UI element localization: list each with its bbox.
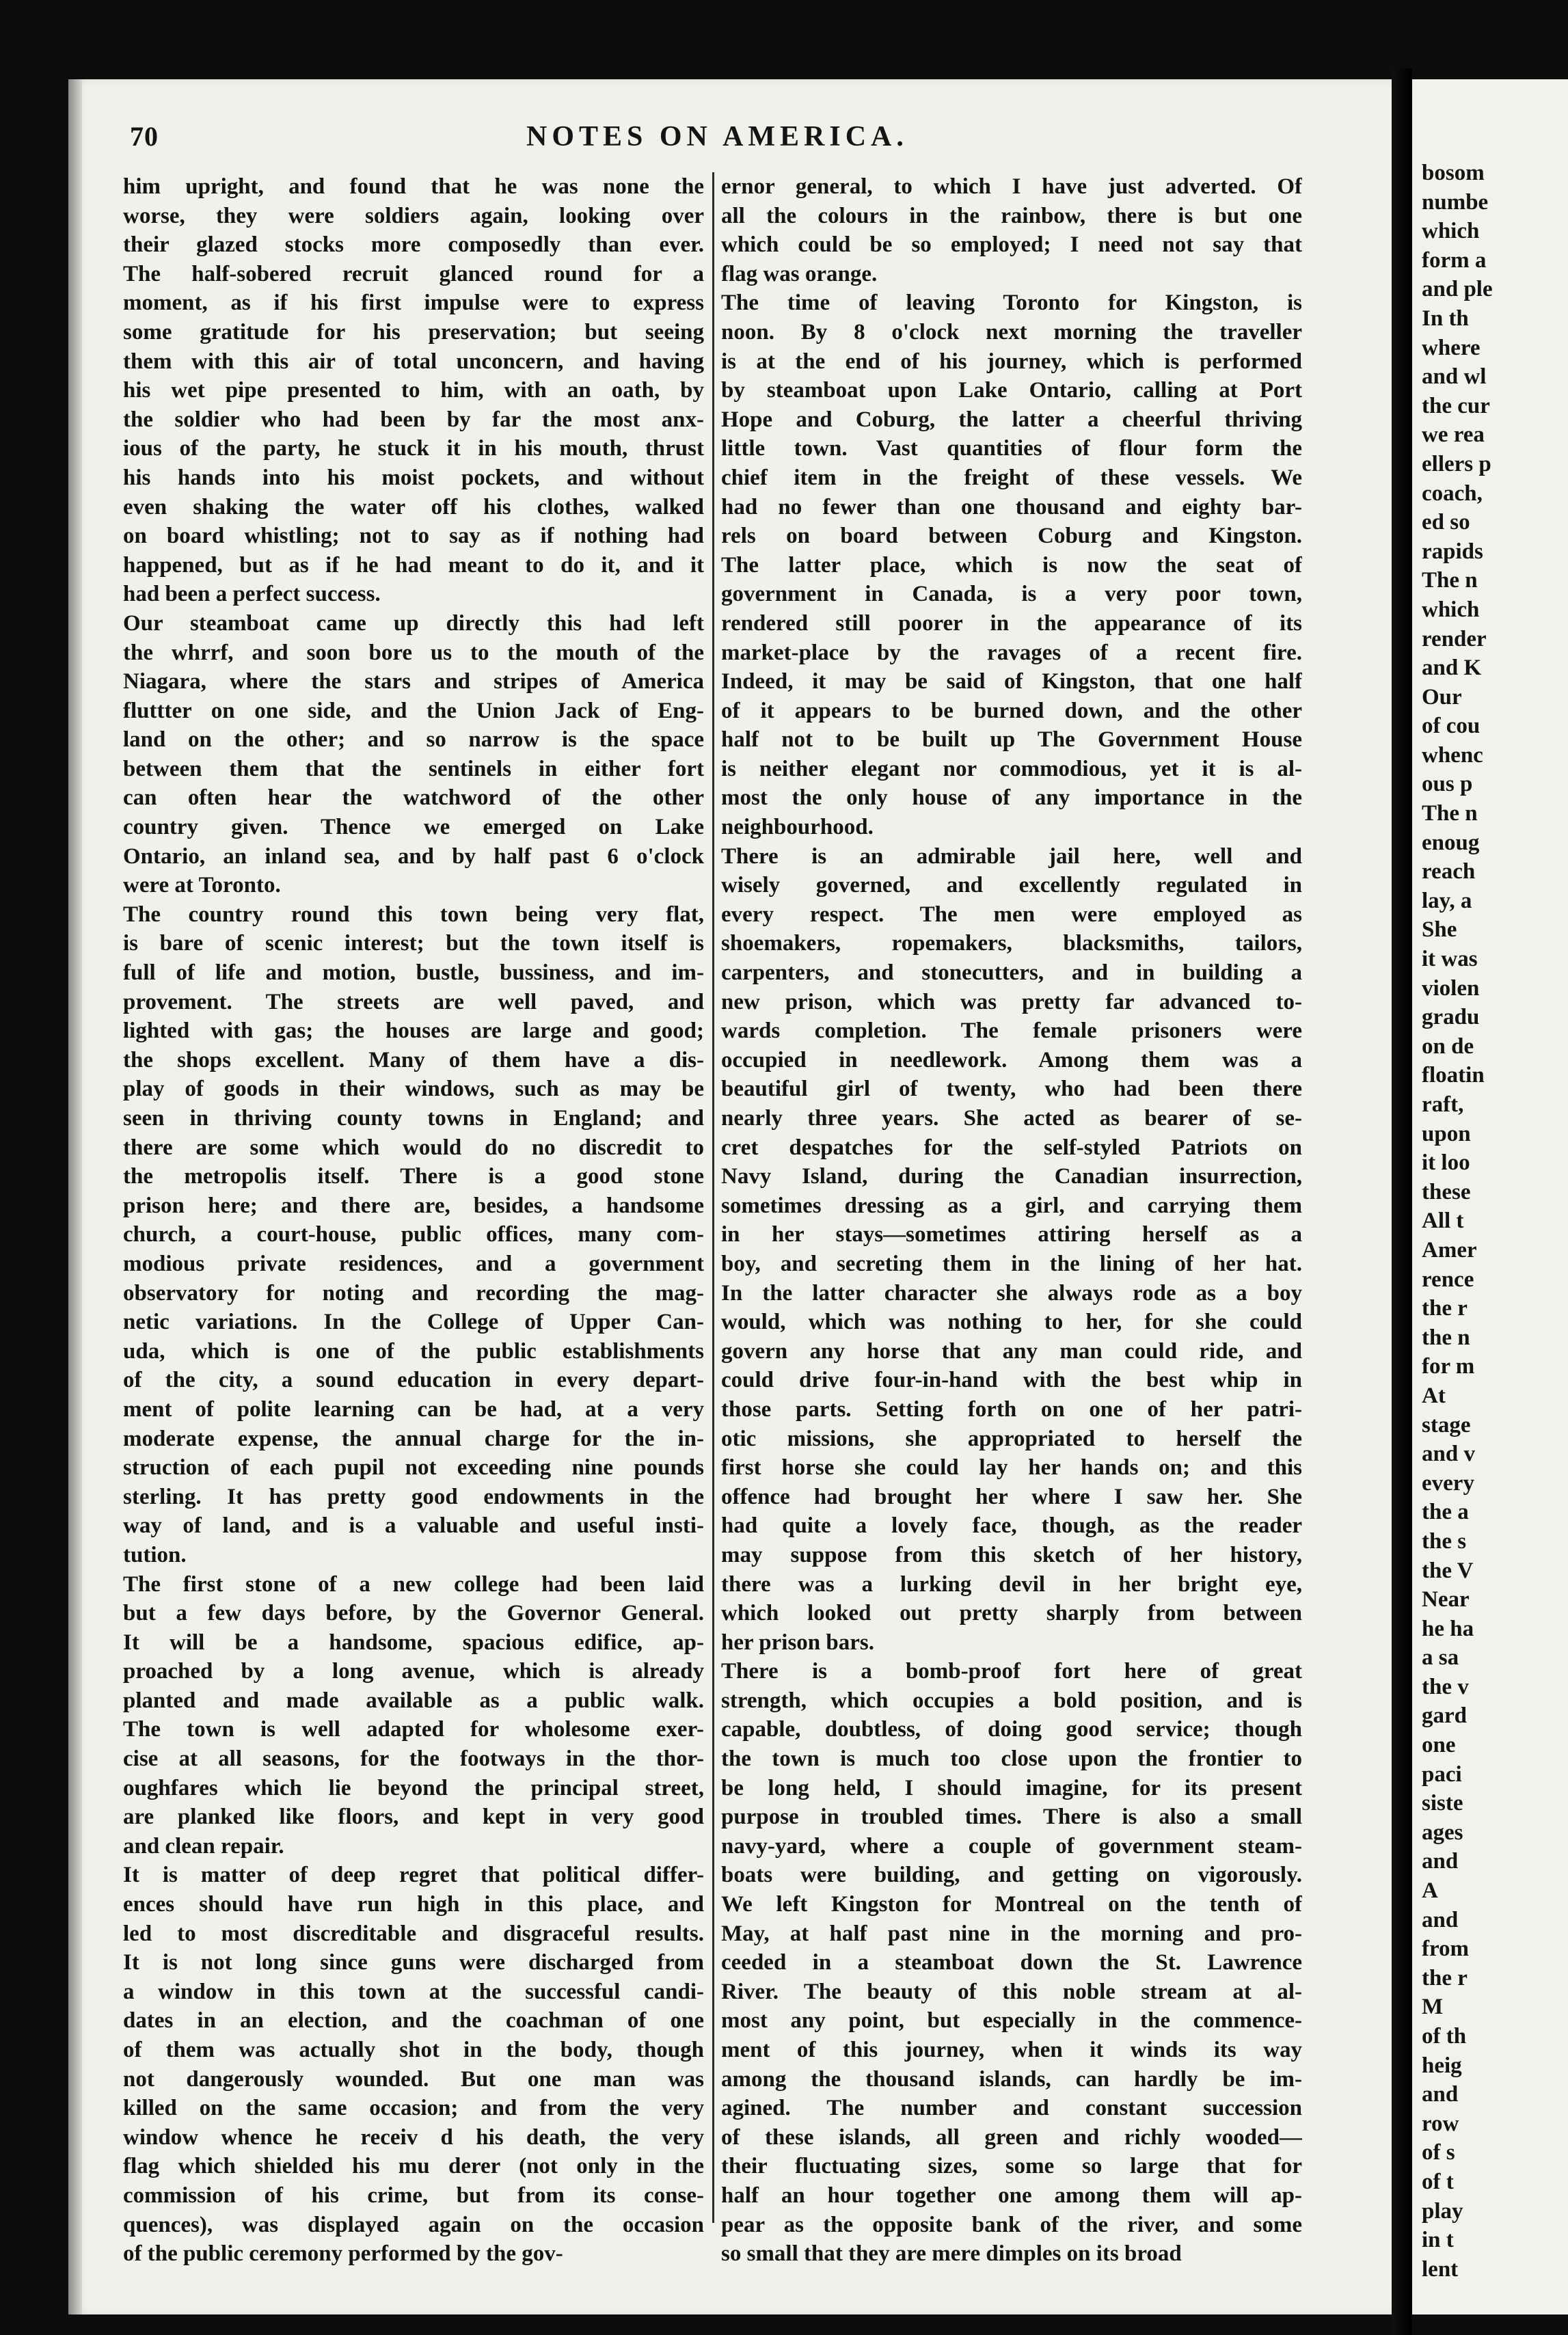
text-line: wards completion. The female prisoners were bbox=[721, 1018, 1302, 1044]
text-line: is at the end of his journey, which is performed bbox=[721, 349, 1302, 374]
text-line: could drive four-in-hand with the best whip in bbox=[721, 1368, 1302, 1393]
text-line: is bare of scenic interest; but the town itself is bbox=[123, 931, 704, 956]
text-line: in her stays—sometimes attiring herself as a bbox=[721, 1222, 1302, 1247]
text-line: so small that they are mere dimples on its broad bbox=[721, 2241, 1182, 2267]
text-line: where bbox=[1422, 335, 1481, 360]
text-line: ious of the party, he stuck it in his mouth, thrust bbox=[123, 436, 704, 461]
text-line: raft, bbox=[1422, 1092, 1464, 1117]
text-line: had no fewer than one thousand and eighty bar- bbox=[721, 494, 1302, 519]
text-line: those parts. Setting forth on one of her patri- bbox=[721, 1396, 1302, 1422]
text-line: but a few days before, by the Governor General. bbox=[123, 1601, 704, 1626]
text-line: M bbox=[1422, 1995, 1444, 2020]
text-line: of the city, a sound education in every depart- bbox=[123, 1368, 704, 1393]
text-line: a sa bbox=[1422, 1645, 1459, 1671]
text-line: reach bbox=[1422, 859, 1476, 885]
text-line: ed so bbox=[1422, 510, 1470, 535]
text-line: would, which was nothing to her, for she could bbox=[721, 1310, 1302, 1335]
text-line: prison here; and there are, besides, a handsome bbox=[123, 1193, 704, 1218]
facing-page bbox=[1412, 79, 1568, 2314]
text-line: the V bbox=[1422, 1558, 1474, 1583]
text-line: them with this air of total unconcern, and having bbox=[123, 349, 704, 374]
page-number: 70 bbox=[130, 121, 159, 152]
text-line: upon bbox=[1422, 1121, 1471, 1146]
text-line: the s bbox=[1422, 1528, 1467, 1554]
text-line: which bbox=[1422, 219, 1480, 244]
text-line: netic variations. In the College of Upper Can- bbox=[123, 1310, 704, 1335]
text-line: row bbox=[1422, 2111, 1459, 2136]
text-line: nearly three years. She acted as bearer of se- bbox=[721, 1106, 1302, 1131]
text-line: the metropolis itself. There is a good stone bbox=[123, 1164, 704, 1189]
text-line: Our steamboat came up directly this had left bbox=[123, 610, 704, 636]
text-line: of t bbox=[1422, 2169, 1454, 2194]
text-line: tution. bbox=[123, 1542, 187, 1567]
text-line: ernor general, to which I have just adverted. Of bbox=[721, 174, 1302, 199]
text-line: The n bbox=[1422, 568, 1478, 593]
text-line: Indeed, it may be said of Kingston, that one half bbox=[721, 669, 1302, 694]
text-line: The country round this town being very flat, bbox=[123, 902, 704, 927]
text-line: there was a lurking devil in her bright eye, bbox=[721, 1571, 1302, 1597]
text-line: beautiful girl of twenty, who had been there bbox=[721, 1077, 1302, 1102]
text-line: among the thousand islands, can hardly be im- bbox=[721, 2066, 1302, 2092]
text-line: proached by a long avenue, which is already bbox=[123, 1659, 704, 1684]
text-line: a window in this town at the successful candi- bbox=[123, 1979, 704, 2004]
text-line: there are some which would do no discredit to bbox=[123, 1135, 704, 1160]
text-line: the r bbox=[1422, 1296, 1468, 1321]
text-line: country given. Thence we emerged on Lake bbox=[123, 815, 704, 840]
text-line: were at Toronto. bbox=[123, 873, 281, 898]
text-line: wisely governed, and excellently regulated in bbox=[721, 873, 1302, 898]
text-line: and bbox=[1422, 2082, 1459, 2107]
text-line: It will be a handsome, spacious edifice, ap- bbox=[123, 1630, 704, 1655]
text-line: ment of this journey, when it winds its way bbox=[721, 2038, 1302, 2062]
text-line: the town is much too close upon the frontier to bbox=[721, 1746, 1302, 1772]
text-line: govern any horse that any man could ride, and bbox=[721, 1338, 1302, 1364]
text-line: of the public ceremony performed by the gov- bbox=[123, 2241, 563, 2267]
text-line: the a bbox=[1422, 1500, 1469, 1525]
text-line: by steamboat upon Lake Ontario, calling at Port bbox=[721, 378, 1302, 403]
text-line: Hope and Coburg, the latter a cheerful thriving bbox=[721, 407, 1302, 432]
text-line: in t bbox=[1422, 2228, 1454, 2253]
text-line: happened, but as if he had meant to do it, and it bbox=[123, 552, 704, 578]
text-line: government in Canada, is a very poor town, bbox=[721, 582, 1302, 607]
text-line: It is matter of deep regret that political differ- bbox=[123, 1863, 704, 1888]
text-line: flag which shielded his mu derer (not only in the bbox=[123, 2154, 704, 2179]
text-line: The first stone of a new college had been laid bbox=[123, 1571, 704, 1597]
text-line: shoemakers, ropemakers, blacksmiths, tailors, bbox=[721, 931, 1302, 956]
text-line: floatin bbox=[1422, 1063, 1485, 1088]
text-line: In th bbox=[1422, 306, 1469, 331]
text-line: most any point, but especially in the commence- bbox=[721, 2008, 1302, 2034]
text-line: It is not long since guns were discharged from bbox=[123, 1950, 704, 1975]
text-line: we rea bbox=[1422, 422, 1485, 448]
text-line: occupied in needlework. Among them was a bbox=[721, 1047, 1302, 1072]
text-line: every bbox=[1422, 1470, 1474, 1496]
text-line: of th bbox=[1422, 2024, 1467, 2049]
text-line: render bbox=[1422, 626, 1487, 651]
text-line: commission of his crime, but from its conse- bbox=[123, 2183, 704, 2208]
text-line: her prison bars. bbox=[721, 1630, 875, 1655]
text-line: coach, bbox=[1422, 481, 1483, 506]
text-line: There is an admirable jail here, well and bbox=[721, 843, 1302, 869]
text-line: new prison, which was pretty far advanced to- bbox=[721, 989, 1302, 1014]
text-line: fluttter on one side, and the Union Jack of Eng- bbox=[123, 698, 704, 723]
text-line: the r bbox=[1422, 1965, 1468, 1990]
text-line: play of goods in their windows, such as may be bbox=[123, 1077, 704, 1102]
text-line: rapids bbox=[1422, 539, 1483, 564]
text-line: ment of polite learning can be had, at a very bbox=[123, 1396, 704, 1422]
text-line: May, at half past nine in the morning and pro- bbox=[721, 1921, 1302, 1946]
text-line: River. The beauty of this noble stream at al- bbox=[721, 1979, 1302, 2004]
text-line: boats were building, and getting on vigorously. bbox=[721, 1863, 1302, 1888]
text-line: At bbox=[1422, 1383, 1446, 1408]
text-line: There is a bomb-proof fort here of great bbox=[721, 1659, 1302, 1684]
text-line: between them that the sentinels in either fort bbox=[123, 756, 704, 781]
text-line: is neither elegant nor commodious, yet it is al- bbox=[721, 756, 1302, 781]
text-line: worse, they were soldiers again, looking over bbox=[123, 203, 704, 228]
column-divider bbox=[712, 172, 714, 2223]
text-line: All t bbox=[1422, 1209, 1464, 1234]
text-line: all the colours in the rainbow, there is but one bbox=[721, 203, 1302, 228]
text-line: neighbourhood. bbox=[721, 815, 874, 840]
text-line: modious private residences, and a government bbox=[123, 1251, 704, 1276]
text-line: the cur bbox=[1422, 393, 1490, 418]
text-line: from bbox=[1422, 1936, 1470, 1962]
text-line: We left Kingston for Montreal on the tenth of bbox=[721, 1892, 1302, 1917]
text-line: his hands into his moist pockets, and without bbox=[123, 465, 704, 490]
text-line: siste bbox=[1422, 1791, 1463, 1816]
text-line: the soldier who had been by far the most anx- bbox=[123, 407, 704, 432]
text-line: In the latter character she always rode as a boy bbox=[721, 1280, 1302, 1306]
text-line: gradu bbox=[1422, 1005, 1480, 1030]
text-line: Near bbox=[1422, 1587, 1470, 1612]
text-line: cret despatches for the self-styled Patriots on bbox=[721, 1135, 1302, 1160]
text-line: and K bbox=[1422, 656, 1482, 681]
text-line: he ha bbox=[1422, 1616, 1474, 1641]
text-line: otic missions, she appropriated to herself the bbox=[721, 1426, 1302, 1451]
text-line: gard bbox=[1422, 1703, 1467, 1729]
text-line: lent bbox=[1422, 2256, 1459, 2282]
text-line: rendered still poorer in the appearance of its bbox=[721, 610, 1302, 636]
text-line: chief item in the freight of these vessels. We bbox=[721, 465, 1302, 490]
book-page bbox=[68, 79, 1392, 2314]
text-line: oughfares which lie beyond the principal street, bbox=[123, 1775, 704, 1800]
book-gutter bbox=[1392, 68, 1412, 2335]
text-line: ceeded in a steamboat down the St. Lawrence bbox=[721, 1950, 1302, 1975]
text-line: the shops excellent. Many of them have a dis- bbox=[123, 1047, 704, 1072]
text-line: Niagara, where the stars and stripes of America bbox=[123, 669, 704, 694]
text-line: violen bbox=[1422, 975, 1480, 1001]
text-line: and v bbox=[1422, 1442, 1475, 1467]
text-line: half an hour together one among them will ap- bbox=[721, 2183, 1302, 2208]
text-line: which bbox=[1422, 597, 1480, 622]
text-line: their glazed stocks more composedly than ever. bbox=[123, 232, 704, 258]
text-line: half not to be built up The Government House bbox=[721, 727, 1302, 753]
text-line: the n bbox=[1422, 1325, 1470, 1350]
text-line: provement. The streets are well paved, and bbox=[123, 989, 704, 1014]
text-line: Navy Island, during the Canadian insurrection, bbox=[721, 1164, 1302, 1189]
text-line: one bbox=[1422, 1733, 1456, 1758]
text-line: it was bbox=[1422, 947, 1478, 972]
text-line: The town is well adapted for wholesome exer- bbox=[123, 1717, 704, 1742]
text-line: land on the other; and so narrow is the space bbox=[123, 727, 704, 753]
text-line: bosom bbox=[1422, 161, 1485, 185]
text-line: first horse she could lay her hands on; and this bbox=[721, 1455, 1302, 1481]
page-header bbox=[130, 113, 1381, 175]
text-line: had been a perfect success. bbox=[123, 582, 381, 607]
text-line: pear as the opposite bank of the river, and some bbox=[721, 2212, 1302, 2237]
text-line: their fluctuating sizes, some so large that for bbox=[721, 2154, 1302, 2179]
text-line: The half-sobered recruit glanced round for a bbox=[123, 261, 704, 286]
text-line: struction of each pupil not exceeding nine pounds bbox=[123, 1455, 704, 1481]
text-line: strength, which occupies a bold position, and is bbox=[721, 1688, 1302, 1713]
text-line: and bbox=[1422, 1907, 1459, 1932]
text-line: not dangerously wounded. But one man was bbox=[123, 2066, 704, 2092]
text-line: boy, and secreting them in the lining of her hat. bbox=[721, 1251, 1302, 1276]
text-line: killed on the same occasion; and from the very bbox=[123, 2096, 704, 2121]
page-edge bbox=[68, 79, 82, 2314]
text-line: rels on board between Coburg and Kingston. bbox=[721, 524, 1302, 549]
text-line: and ple bbox=[1422, 277, 1493, 302]
text-line: which looked out pretty sharply from between bbox=[721, 1601, 1302, 1626]
text-line: for m bbox=[1422, 1354, 1475, 1379]
text-line: heig bbox=[1422, 2053, 1462, 2078]
text-line: The latter place, which is now the seat of bbox=[721, 552, 1302, 578]
text-line: She bbox=[1422, 917, 1457, 943]
text-line: stage bbox=[1422, 1412, 1471, 1438]
text-line: paci bbox=[1422, 1762, 1462, 1787]
text-line: enoug bbox=[1422, 830, 1480, 855]
text-line: lay, a bbox=[1422, 888, 1472, 913]
right-text-column bbox=[721, 172, 1302, 2269]
text-line: numbe bbox=[1422, 189, 1489, 215]
text-line: some gratitude for his preservation; but seeing bbox=[123, 319, 704, 345]
left-text-column bbox=[123, 172, 704, 2269]
text-line: of them was actually shot in the body, though bbox=[123, 2038, 704, 2062]
text-line: moment, as if his first impulse were to express bbox=[123, 291, 704, 316]
text-line: can often hear the watchword of the other bbox=[123, 785, 704, 811]
text-line: his wet pipe presented to him, with an oath, by bbox=[123, 378, 704, 403]
text-line: these bbox=[1422, 1179, 1471, 1204]
text-line: carpenters, and stonecutters, and in building a bbox=[721, 960, 1302, 986]
text-line: which could be so employed; I need not say that bbox=[721, 232, 1302, 258]
text-line: be long held, I should imagine, for its present bbox=[721, 1775, 1302, 1800]
text-line: may suppose from this sketch of her history, bbox=[721, 1542, 1302, 1567]
text-line: form a bbox=[1422, 247, 1487, 273]
text-line: quences), was displayed again on the occasion bbox=[123, 2212, 704, 2237]
text-line: and clean repair. bbox=[123, 1833, 284, 1859]
text-line: whenc bbox=[1422, 742, 1483, 768]
text-line: on board whistling; not to say as if nothing had bbox=[123, 524, 704, 549]
text-line: of these islands, all green and richly wooded— bbox=[721, 2124, 1302, 2150]
text-line: dates in an election, and the coachman of one bbox=[123, 2008, 704, 2034]
text-line: and bbox=[1422, 1849, 1459, 1874]
text-line: rence bbox=[1422, 1267, 1474, 1292]
text-line: him upright, and found that he was none the bbox=[123, 174, 704, 199]
text-line: lighted with gas; the houses are large and good; bbox=[123, 1018, 704, 1044]
text-line: capable, doubtless, of doing good service; though bbox=[721, 1717, 1302, 1742]
text-line: play bbox=[1422, 2198, 1463, 2224]
text-line: church, a court-house, public offices, many com- bbox=[123, 1222, 704, 1247]
text-line: and wl bbox=[1422, 364, 1487, 390]
text-line: noon. By 8 o'clock next morning the traveller bbox=[721, 319, 1302, 345]
text-line: full of life and motion, bustle, bussiness, and im- bbox=[123, 960, 704, 986]
text-line: every respect. The men were employed as bbox=[721, 902, 1302, 927]
text-line: flag was orange. bbox=[721, 261, 878, 286]
text-line: had quite a lovely face, though, as the reader bbox=[721, 1513, 1302, 1539]
text-line: ages bbox=[1422, 1820, 1463, 1845]
text-line: little town. Vast quantities of flour form the bbox=[721, 436, 1302, 461]
text-line: navy-yard, where a couple of government steam- bbox=[721, 1833, 1302, 1859]
text-line: agined. The number and constant succession bbox=[721, 2096, 1302, 2121]
running-head: NOTES ON AMERICA. bbox=[526, 121, 908, 152]
text-line: cise at all seasons, for the footways in the thor- bbox=[123, 1746, 704, 1772]
text-line: of s bbox=[1422, 2140, 1455, 2165]
text-line: led to most discreditable and disgraceful results. bbox=[123, 1921, 704, 1946]
text-line: on de bbox=[1422, 1034, 1474, 1059]
text-line: Our bbox=[1422, 684, 1462, 710]
text-line: purpose in troubled times. There is also a small bbox=[721, 1805, 1302, 1830]
text-line: ences should have run high in this place, and bbox=[123, 1892, 704, 1917]
text-line: even shaking the water off his clothes, walked bbox=[123, 494, 704, 519]
text-line: sterling. It has pretty good endowments in the bbox=[123, 1484, 704, 1509]
text-line: sometimes dressing as a girl, and carrying them bbox=[721, 1193, 1302, 1218]
text-line: The n bbox=[1422, 801, 1478, 826]
text-line: A bbox=[1422, 1878, 1438, 1904]
text-line: observatory for noting and recording the mag- bbox=[123, 1280, 704, 1306]
text-line: ous p bbox=[1422, 772, 1473, 797]
text-line: The time of leaving Toronto for Kingston, is bbox=[721, 291, 1302, 316]
text-line: it loo bbox=[1422, 1150, 1470, 1176]
text-line: of it appears to be burned down, and the other bbox=[721, 698, 1302, 723]
text-line: the whrrf, and soon bore us to the mouth of the bbox=[123, 640, 704, 665]
text-line: market-place by the ravages of a recent fire. bbox=[721, 640, 1302, 665]
text-line: the v bbox=[1422, 1674, 1469, 1699]
text-line: planted and made available as a public walk. bbox=[123, 1688, 704, 1713]
text-line: way of land, and is a valuable and useful insti- bbox=[123, 1513, 704, 1539]
text-line: Amer bbox=[1422, 1237, 1477, 1263]
text-line: most the only house of any importance in the bbox=[721, 785, 1302, 811]
text-line: uda, which is one of the public establishments bbox=[123, 1338, 704, 1364]
text-line: moderate expense, the annual charge for the in- bbox=[123, 1426, 704, 1451]
text-line: of cou bbox=[1422, 714, 1481, 739]
text-line: window whence he receiv d his death, the very bbox=[123, 2124, 704, 2150]
text-line: Ontario, an inland sea, and by half past 6 o'clock bbox=[123, 843, 704, 869]
text-line: are planked like floors, and kept in very good bbox=[123, 1805, 704, 1830]
facing-page-text bbox=[1422, 159, 1568, 2284]
text-line: seen in thriving county towns in England; and bbox=[123, 1106, 704, 1131]
text-line: ellers p bbox=[1422, 451, 1491, 476]
text-line: offence had brought her where I saw her. She bbox=[721, 1484, 1302, 1509]
